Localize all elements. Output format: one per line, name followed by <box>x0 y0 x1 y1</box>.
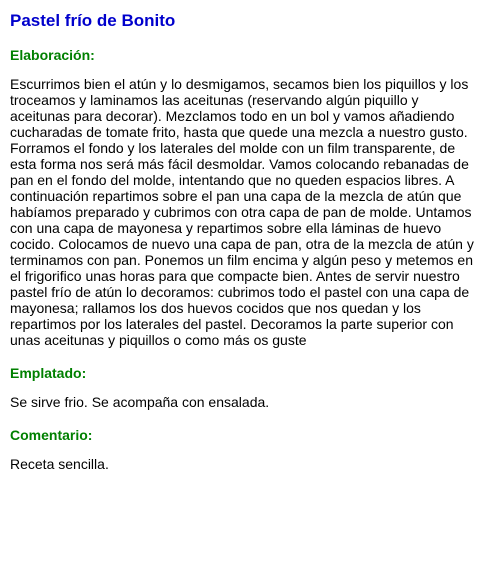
section-text-emplatado: Se sirve frio. Se acompaña con ensalada. <box>10 394 270 410</box>
section-text-comentario: Receta sencilla. <box>10 456 109 472</box>
section-text-elaboracion: Escurrimos bien el atún y lo desmigamos, secamos bien los piquillos y los troceamos y laminamos las aceitunas (reservando algún piquillo y aceitunas para decorar). Mezclamos todo en un bol y vamos añadiendo cucharadas de tomate frito, hasta que quede una mezcla a nuestro gusto. Forramos el fondo y los laterales del molde con un film transparente, de esta forma nos será más fácil desmoldar. Vamos colocando rebanadas de pan en el fondo del molde, intentando que no queden espacios libres. A continuación repartimos sobre el pan una capa de la mezcla de atún que habíamos preparado y cubrimos con otra capa de pan de molde. Untamos con una capa de mayonesa y repartimos sobre ella láminas de huevo cocido. Colocamos de nuevo una capa de pan, otra de la mezcla de atún y terminamos con pan. Ponemos un film encima y algún peso y metemos en el frigorifico unas horas para que compacte bien. Antes de servir nuestro pastel frío de atún lo decoramos: cubrimos todo el pastel con una capa de mayonesa; rallamos los dos huevos cocidos que nos quedan y los repartimos por los laterales del pastel. Decoramos la parte superior con unas aceitunas y piquillos o como más os guste <box>10 76 474 348</box>
recipe-title: Pastel frío de Bonito <box>10 11 176 30</box>
section-heading-emplatado: Emplatado: <box>10 365 87 381</box>
section-heading-elaboracion: Elaboración: <box>10 47 95 63</box>
section-heading-comentario: Comentario: <box>10 427 93 443</box>
